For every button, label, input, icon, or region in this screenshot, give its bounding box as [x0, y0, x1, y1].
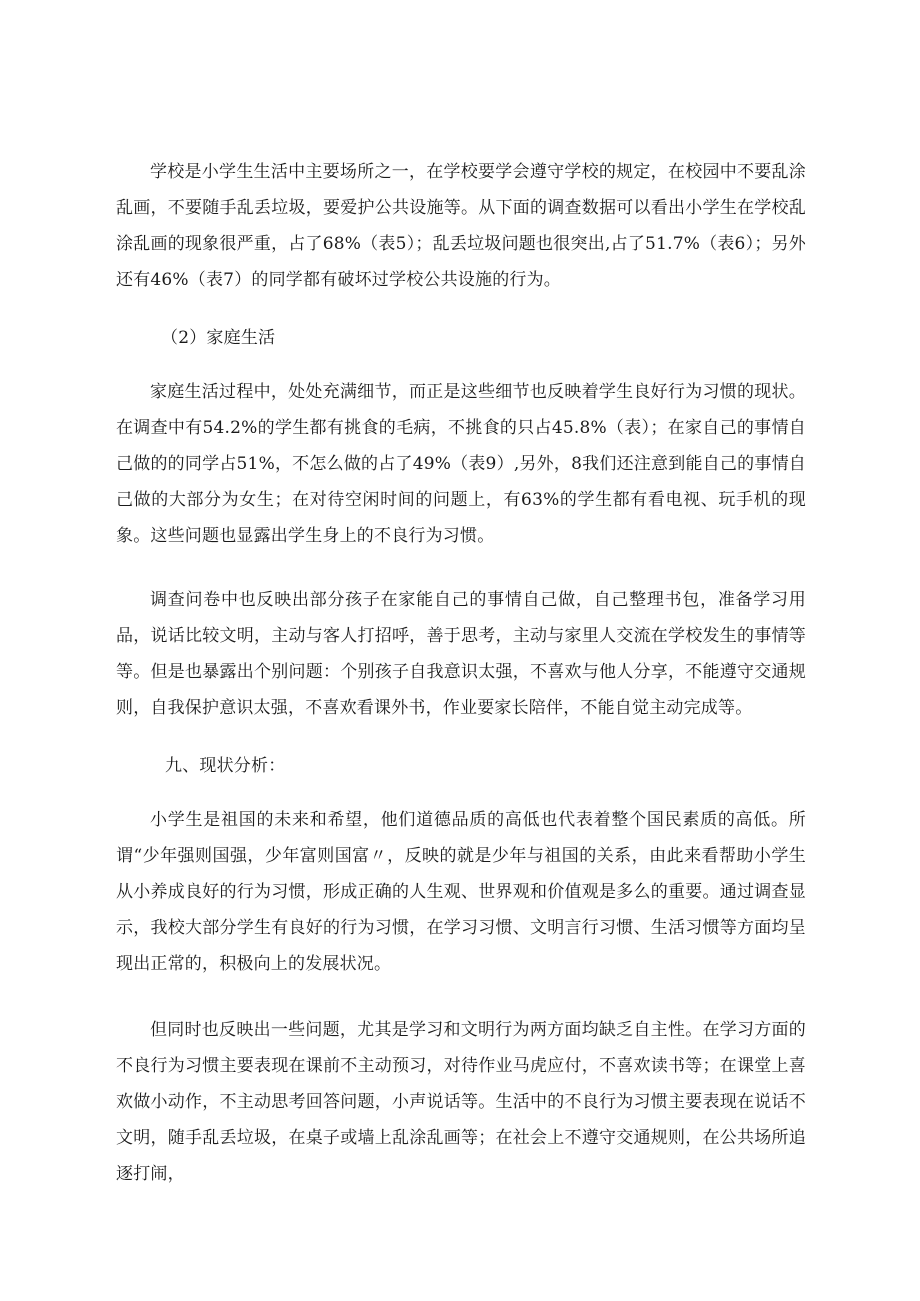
heading-status-analysis: 九、现状分析：: [165, 756, 286, 776]
paragraph-analysis-problems: 但同时也反映出一些问题，尤其是学习和文明行为两方面均缺乏自主性。在学习方面的不良行为习惯主要表现在课前不主动预习，对待作业马虎应付，不喜欢读书等；在课堂上喜欢做小动作，不主动思考回答问题，小声说话等。生活中的不良行为习惯主要表现在说话不文明，随手乱丢垃圾，在桌子或墙上乱涂乱画等；在社会上不遵守交通规则，在公共场所追逐打闹，: [116, 1020, 806, 1184]
paragraph-analysis-intro: 小学生是祖国的未来和希望，他们道德品质的高低也代表着整个国民素质的高低。所谓“少年强则国强，少年富则国富〃，反映的就是少年与祖国的关系，由此来看帮助小学生从小养成良好的行为习惯，形成正确的人生观、世界观和价值观是多么的重要。通过调查显示，我校大部分学生有良好的行为习惯，在学习习惯、文明言行习惯、生活习惯等方面均呈现出正常的，积极向上的发展状况。: [116, 810, 806, 974]
paragraph-school-life: 学校是小学生生活中主要场所之一，在学校要学会遵守学校的规定，在校园中不要乱涂乱画，不要随手乱丢垃圾，要爱护公共设施等。从下面的调查数据可以看出小学生在学校乱涂乱画的现象很严重，占了68%（表5）；乱丢垃圾问题也很突出,占了51.7%（表6）；另外还有46%（表7）的同学都有破坏过学校公共设施的行为。: [116, 162, 806, 290]
paragraph-survey-feedback: 调查问卷中也反映出部分孩子在家能自己的事情自己做，自己整理书包，准备学习用品，说话比较文明，主动与客人打招呼，善于思考，主动与家里人交流在学校发生的事情等等。但是也暴露出个别问题：个别孩子自我意识太强，不喜欢与他人分享，不能遵守交通规则，自我保护意识太强，不喜欢看课外书，作业要家长陪伴，不能自觉主动完成等。: [116, 590, 806, 718]
heading-family-life: （2）家庭生活: [161, 328, 276, 348]
paragraph-family-life: 家庭生活过程中，处处充满细节，而正是这些细节也反映着学生良好行为习惯的现状。在调查中有54.2%的学生都有挑食的毛病，不挑食的只占45.8%（表）；在家自己的事情自己做的的同学占51%，不怎么做的占了49%（表9）,另外，8我们还注意到能自己的事情自己做的大部分为女生；在对待空闲时间的问题上，有63%的学生都有看电视、玩手机的现象。这些问题也显露出学生身上的不良行为习惯。: [116, 382, 806, 546]
